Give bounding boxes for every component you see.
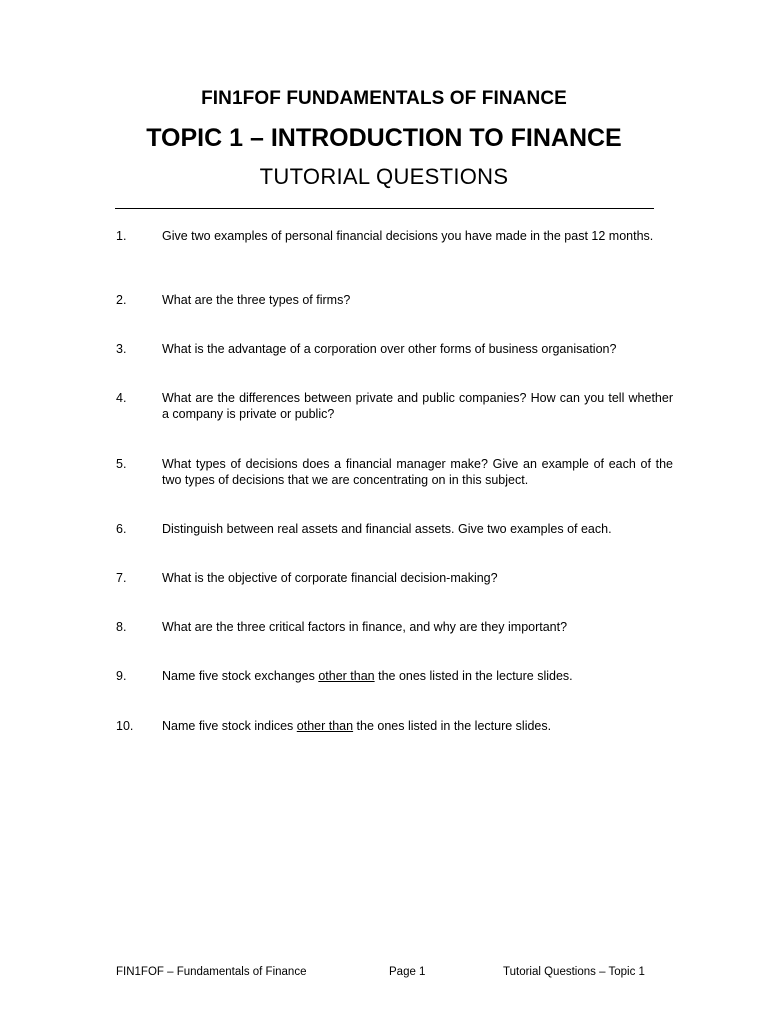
footer-page-number: Page 1 — [389, 966, 426, 978]
footer-course: FIN1FOF – Fundamentals of Finance — [116, 966, 307, 978]
question-text-start: Name five stock indices — [162, 719, 297, 733]
question-number: 9. — [116, 669, 127, 683]
question-text-start: Name five stock exchanges — [162, 669, 319, 683]
question-number: 4. — [116, 391, 127, 405]
topic-title: TOPIC 1 – INTRODUCTION TO FINANCE — [146, 124, 622, 152]
question-number: 1. — [116, 229, 127, 243]
question-text-end: the ones listed in the lecture slides. — [353, 719, 552, 733]
course-title: FIN1FOF FUNDAMENTALS OF FINANCE — [201, 88, 567, 109]
header-divider — [115, 208, 654, 209]
question-text: What types of decisions does a financial manager make? Give an example of each of the two types of decisions that we are concentrating on in this subject. — [162, 457, 673, 487]
question-number: 3. — [116, 342, 127, 356]
question-text: Distinguish between real assets and financial assets. Give two examples of each. — [162, 522, 612, 536]
question-number: 7. — [116, 571, 127, 585]
underlined-emphasis: other than — [296, 719, 354, 733]
question-text — [162, 718, 673, 734]
question-text: What are the differences between private and public companies? How can you tell whether a company is private or public? — [162, 391, 673, 421]
question-number: 6. — [116, 522, 127, 536]
footer-section: Tutorial Questions – Topic 1 — [503, 966, 645, 978]
underlined-emphasis: other than — [318, 669, 375, 683]
question-number: 10. — [116, 719, 134, 733]
question-number: 8. — [116, 620, 127, 634]
question-text: Give two examples of personal financial decisions you have made in the past 12 months. — [162, 229, 654, 243]
question-text: What is the advantage of a corporation over other forms of business organisation? — [162, 342, 617, 356]
question-number: 2. — [116, 293, 127, 307]
question-number: 5. — [116, 457, 127, 471]
question-text: What are the three types of firms? — [162, 293, 351, 307]
question-text-end: the ones listed in the lecture slides. — [374, 669, 573, 683]
question-text: What are the three critical factors in finance, and why are they important? — [162, 620, 568, 634]
question-text: What is the objective of corporate financial decision-making? — [162, 571, 498, 585]
question-text — [162, 668, 673, 684]
page-subtitle: TUTORIAL QUESTIONS — [259, 164, 509, 189]
